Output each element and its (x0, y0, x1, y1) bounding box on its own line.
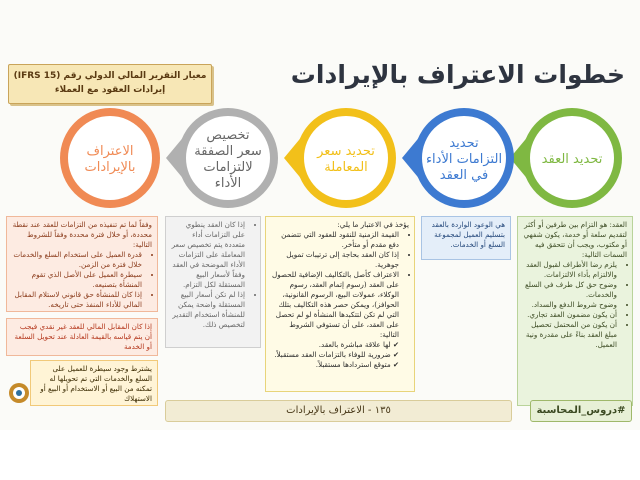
bottom-whitespace (0, 430, 640, 480)
step-3-label: المعاملة (324, 160, 368, 175)
standard-banner (8, 64, 212, 104)
step-4 (166, 108, 278, 208)
step1-item: • وضوح حق كل طرف في السلع والخدمات. (523, 280, 617, 300)
step3-details (265, 216, 415, 392)
step-5 (60, 108, 160, 208)
banner-line-1: معيار التقرير المالي الدولي رقم (IFRS 15) (13, 71, 207, 81)
step-2-label: في العقد (439, 168, 489, 183)
step-3 (284, 108, 396, 208)
step-4-label: تخصيص (206, 128, 250, 143)
check-icon: ✔ (390, 340, 399, 349)
step-5-label: الاعتراف (86, 144, 134, 159)
step5-note-noncash: إذا كان المقابل المالي للعقد غير نقدي فيجب أن يتم قياسه بالقيمة العادلة عند تحويل السلعة أو الخدمة (6, 318, 158, 356)
step-4-label: لالتزامات (203, 160, 253, 175)
step3-item: • الاعتراف كأصل بالتكاليف الإضافية للحصول على العقد (رسوم إتمام العقد، رسوم الوكلاء، عمولات البيع، الرسوم القانونية، الحوافز)، ويمكن حصر هذه التكاليف بتلك التي لم تكن لتتكبدها المنشأة لو لم تحصل على العقد، على أن تستوفي الشروط التالية: (271, 270, 399, 340)
step3-check: ✔ لها علاقة مباشرة بالعقد. (318, 340, 399, 349)
step-2-label: التزامات الأداء (425, 152, 503, 167)
step1-item: • أن يكون مضمون العقد تجاري. (523, 310, 617, 320)
logo-icon (8, 382, 30, 404)
step5-item: • إذا كان للمنشأة حق قانوني لاستلام المقابل المالي للأداء المنفذ حتى تاريخه. (12, 290, 142, 310)
step-4-label: الأداء (214, 176, 242, 191)
step4-item: • إذا لم تكن أسعار البيع المستقلة واضحة يمكن للمنشأة استخدام التقدير لتخصيص ذلك. (171, 290, 245, 330)
step1-item: • وضوح شروط الدفع والسداد. (523, 300, 617, 310)
step4-item: • إذا كان العقد ينطوي على التزامات أداء متعددة يتم تخصيص سعر المعاملة على التزامات الأداء الموضحة في العقد وفقاً لأسعار البيع المستقلة لكل التزام. (171, 220, 245, 290)
step1-details (517, 216, 633, 406)
step-4-label: سعر الصفقة (194, 144, 262, 159)
step5-note-control: يشترط وجود سيطرة للعميل على السلع والخدمات التي تم تحويلها له تمكنه من البيع أو الاستخدام أو البيع أو الاستهلاك (30, 360, 158, 406)
check-icon: ✔ (390, 360, 399, 369)
step5-details (6, 216, 158, 312)
step4-details (165, 216, 261, 348)
step1-item: • يلزم رضا الأطراف لقبول العقد والالتزام بأداء الالتزامات. (523, 260, 617, 280)
step2-text: هي الوعود الواردة بالعقد بتسليم العميل لمجموعة السلع أو الخدمات. (431, 220, 505, 249)
page-title: خطوات الاعتراف بالإيرادات (290, 60, 625, 89)
step3-item: • القيمة الزمنية للنقود للعقود التي تتضمن دفع مقدم أو متأخر. (271, 230, 399, 250)
step3-intro: يؤخذ في الاعتبار ما يلي: (337, 220, 409, 229)
step-1-label: تحديد العقد (541, 152, 603, 167)
step1-intro: العقد: هو التزام بين طرفين أو أكثر لتقديم سلعة أو خدمة، يكون شفهي أو مكتوب، ويجب أن تتحقق فيه السمات التالية: (523, 220, 627, 259)
step2-details (421, 216, 511, 260)
steps-diagram (0, 100, 640, 218)
step-1 (510, 108, 622, 208)
step-2 (402, 108, 514, 208)
footer-caption: ١٣٥ - الاعتراف بالإيرادات (165, 400, 512, 422)
step5-intro: وفقاً لما تم تنفيذه من التزامات للعقد عند نقطة محددة، أو خلال فترة محددة وفقاً للشروط التالية: (12, 220, 152, 249)
banner-line-2: إيرادات العقود مع العملاء (54, 85, 166, 95)
step5-item: • سيطرة العميل على الأصل الذي تقوم المنشأة بتصنيعه. (12, 270, 142, 290)
step-5-label: بالإيرادات (84, 160, 136, 175)
step3-check: ✔ ضرورية للوفاء بالتزامات العقد مستقبلاً. (274, 350, 399, 359)
hashtag-badge: #دروس_المحاسبة (530, 400, 632, 422)
step3-item: • إذا كان العقد بحاجة إلى ترتيبات تمويل جوهرية. (271, 250, 399, 270)
step5-item: • قدرة العميل على استخدام السلع والخدمات خلال فترة من الزمن. (12, 250, 142, 270)
step1-item: • أن يكون من المحتمل تحصيل مبلغ العقد بناءً على مقدرة ونية العميل. (523, 320, 617, 350)
step3-check: ✔ متوقع استردادها مستقبلاً. (315, 360, 399, 369)
check-icon: ✔ (390, 350, 399, 359)
step-2-label: تحديد (449, 136, 479, 151)
step-3-label: تحديد سعر (317, 144, 375, 159)
